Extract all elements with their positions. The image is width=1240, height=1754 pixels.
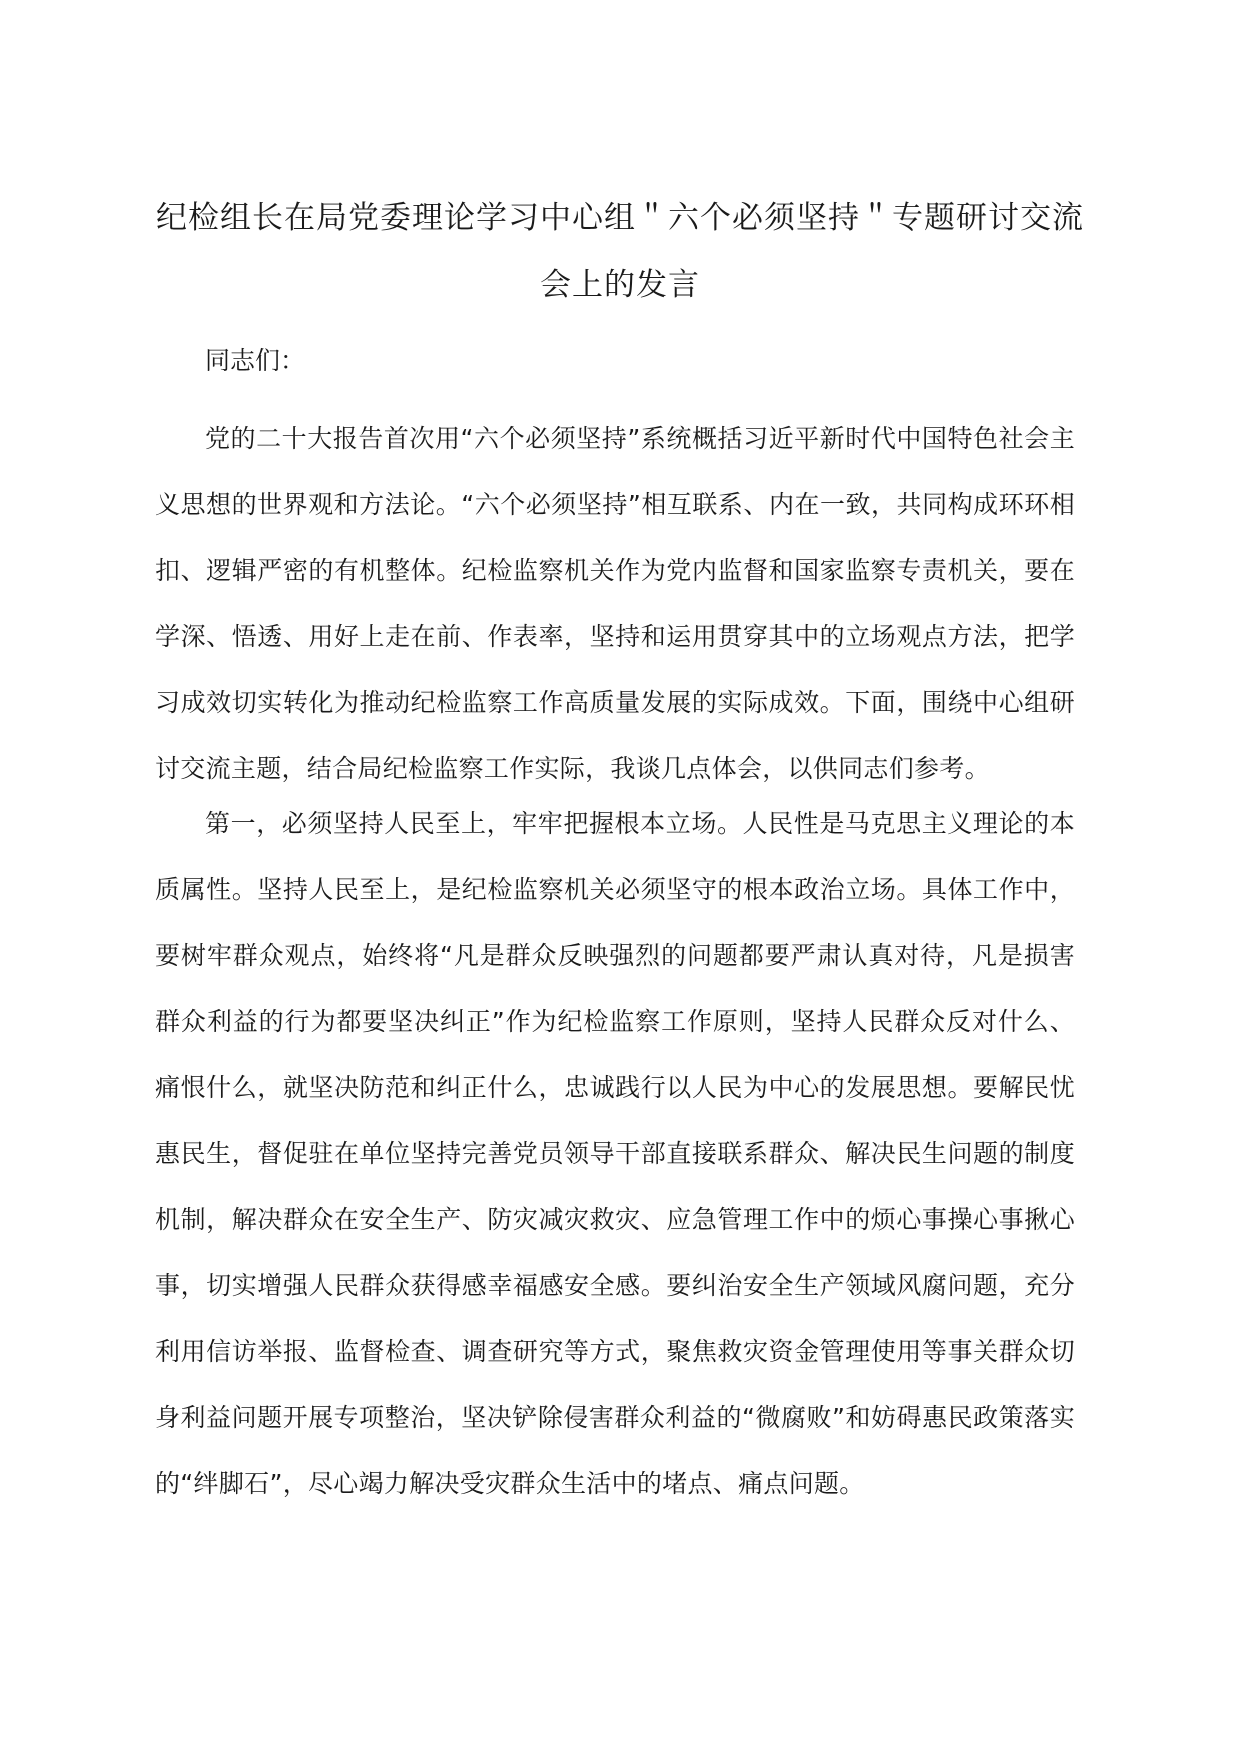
paragraph-intro: 党的二十大报告首次用“六个必须坚持”系统概括习近平新时代中国特色社会主义思想的世界观和方法论。“六个必须坚持”相互联系、内在一致，共同构成环环相扣、逻辑严密的有机整体。纪检监察机关作为党内监督和国家监察专责机关，要在学深、悟透、用好上走在前、作表率，坚持和运用贯穿其中的立场观点方法，把学习成效切实转化为推动纪检监察工作高质量发展的实际成效。下面，围绕中心组研讨交流主题，结合局纪检监察工作实际，我谈几点体会，以供同志们参考。 xyxy=(155,424,1075,783)
salutation: 同志们： xyxy=(205,346,306,375)
title-line-1: 纪检组长在局党委理论学习中心组＂六个必须坚持＂专题研讨交流 xyxy=(156,200,1084,236)
title-line-2: 会上的发言 xyxy=(540,267,700,303)
paragraph-first-point: 第一，必须坚持人民至上，牢牢把握根本立场。人民性是马克思主义理论的本质属性。坚持人民至上，是纪检监察机关必须坚守的根本政治立场。具体工作中，要树牢群众观点，始终将“凡是群众反映强烈的问题都要严肃认真对待，凡是损害群众利益的行为都要坚决纠正”作为纪检监察工作原则，坚持人民群众反对什么、痛恨什么，就坚决防范和纠正什么，忠诚践行以人民为中心的发展思想。要解民忧惠民生，督促驻在单位坚持完善党员领导干部直接联系群众、解决民生问题的制度机制，解决群众在安全生产、防灾减灾救灾、应急管理工作中的烦心事操心事揪心事，切实增强人民群众获得感幸福感安全感。要纠治安全生产领域风腐问题，充分利用信访举报、监督检查、调查研究等方式，聚焦救灾资金管理使用等事关群众切身利益问题开展专项整治，坚决铲除侵害群众利益的“微腐败”和妨碍惠民政策落实的“绊脚石”，尽心竭力解决受灾群众生活中的堵点、痛点问题。 xyxy=(155,809,1075,1498)
document-title xyxy=(150,185,1090,319)
